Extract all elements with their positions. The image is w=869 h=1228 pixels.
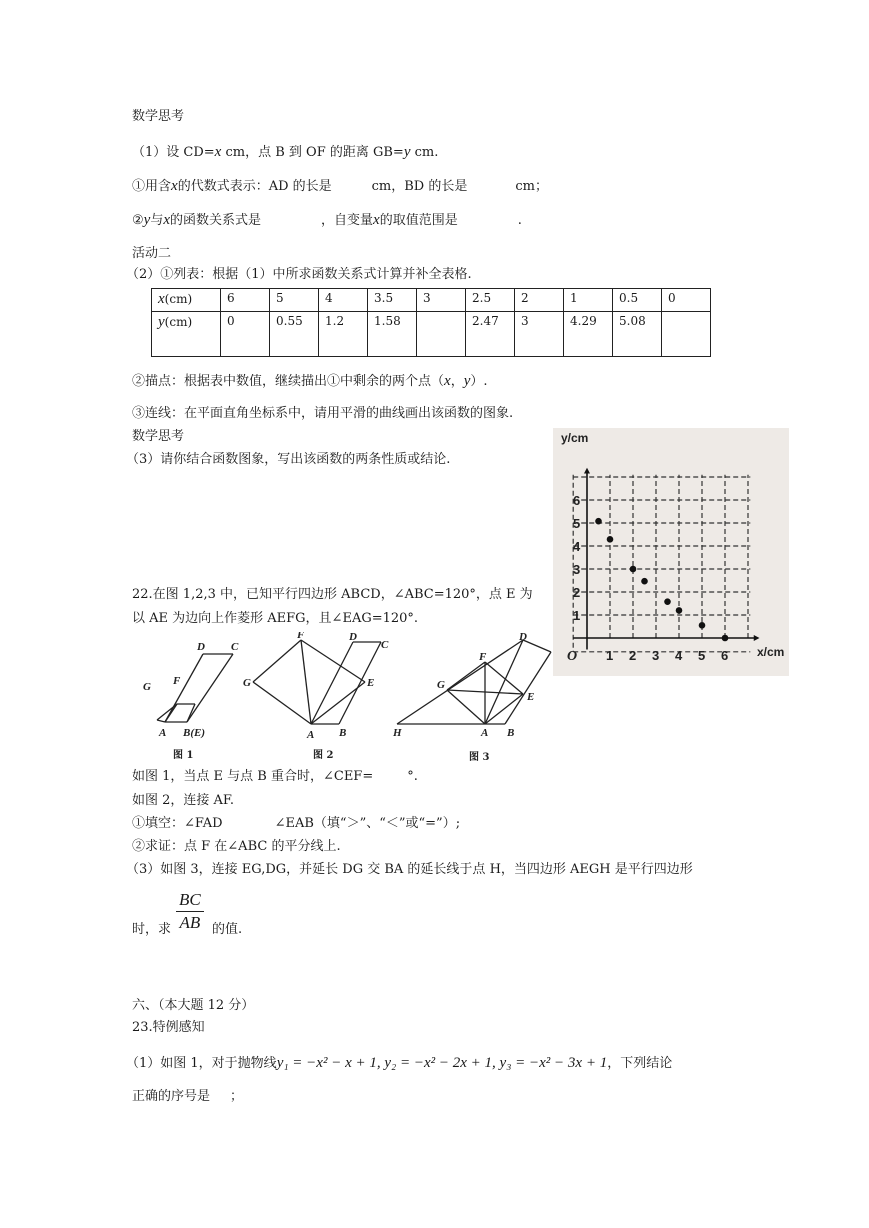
fig3-edge-ga bbox=[447, 690, 485, 724]
var-x: x bbox=[444, 373, 451, 389]
question-1-part-2 bbox=[132, 211, 522, 230]
data-point bbox=[664, 598, 671, 605]
question-23-part-1 bbox=[126, 1054, 672, 1073]
fig3-edge-bc bbox=[505, 652, 551, 724]
table-cell: 4.29 bbox=[564, 312, 613, 357]
var-y: y bbox=[463, 373, 471, 389]
fig3-label-d: D bbox=[519, 632, 527, 643]
fig1-label-f: F bbox=[173, 675, 181, 687]
table-cell: 3 bbox=[417, 289, 466, 312]
fig3-label-b: B bbox=[507, 727, 515, 739]
question-22-part-3: （3）如图 3，连接 EG,DG，并延长 DG 交 BA 的延长线于点 H，当四边形 AEGH 是平行四边形 bbox=[126, 862, 693, 877]
fig1-label-a: A bbox=[159, 727, 167, 739]
geometry-figures bbox=[135, 632, 555, 764]
question-2-part-2 bbox=[132, 372, 488, 391]
fig3-edge-gf bbox=[447, 662, 485, 690]
fraction-numerator: BC bbox=[176, 890, 204, 912]
table-cell: 2.47 bbox=[466, 312, 515, 357]
text: . bbox=[517, 213, 522, 228]
var-y: y bbox=[143, 212, 151, 228]
text: 的取值范围是 bbox=[379, 213, 458, 228]
y-tick-label: 6 bbox=[573, 493, 581, 508]
text: cm，点 B 到 OF 的距离 GB= bbox=[221, 145, 404, 160]
section-heading: 活动二 bbox=[132, 246, 172, 261]
text: ② bbox=[132, 213, 144, 228]
parabola-formulas: y₁ = −x² − x + 1, y₂ = −x² − 2x + 1, y₃ = −x² − 3x + 1 bbox=[276, 1055, 608, 1071]
section-heading: 数学思考 bbox=[132, 109, 185, 124]
fig1-edge-ad bbox=[165, 654, 203, 722]
fig2-edge-fe bbox=[301, 640, 365, 682]
fig2-label-c: C bbox=[381, 639, 389, 651]
y-tick-label: 2 bbox=[573, 585, 581, 600]
y-tick-label: 1 bbox=[573, 608, 581, 623]
text: cm，BD 的长是 bbox=[371, 179, 468, 194]
fig2-label-d: D bbox=[349, 632, 357, 643]
fig3-label-h: H bbox=[393, 727, 402, 739]
text: 如图 1，当点 E 与点 B 重合时，∠CEF= bbox=[132, 769, 374, 784]
x-tick-label: 4 bbox=[675, 648, 683, 663]
fig1-edge-ga bbox=[157, 720, 165, 722]
fig3-edge-dc bbox=[523, 640, 551, 652]
text: 的代数式表示：AD 的长是 bbox=[177, 179, 332, 194]
text: °. bbox=[407, 769, 418, 784]
table-cell: 2 bbox=[515, 289, 564, 312]
fig2-label-g: G bbox=[243, 677, 251, 689]
table-cell: 1.58 bbox=[368, 312, 417, 357]
table-cell-empty[interactable] bbox=[417, 312, 466, 357]
fig2-edge-fa bbox=[301, 640, 311, 724]
table-cell: 0 bbox=[221, 312, 270, 357]
table-row-y bbox=[152, 312, 711, 357]
question-22-ask-b: 的值. bbox=[212, 922, 243, 937]
data-point bbox=[630, 566, 637, 573]
x-axis-arrow bbox=[754, 635, 760, 641]
text: ①填空：∠FAD bbox=[132, 816, 223, 831]
question-2-part-3: ③连线：在平面直角坐标系中，请用平滑的曲线画出该函数的图象. bbox=[132, 406, 514, 421]
y-axis-arrow bbox=[584, 468, 590, 474]
text: 与 bbox=[150, 213, 164, 228]
y-tick-label: 4 bbox=[573, 539, 581, 554]
var-y: y bbox=[403, 144, 411, 160]
table-cell: 5.08 bbox=[613, 312, 662, 357]
data-point bbox=[607, 536, 614, 543]
text: ， bbox=[450, 374, 464, 389]
unit-label: (cm) bbox=[164, 315, 193, 329]
question-2: （2）①列表：根据（1）中所求函数关系式计算并补全表格. bbox=[126, 267, 472, 282]
x-tick-label: 2 bbox=[629, 648, 637, 663]
question-22-part-1 bbox=[132, 768, 418, 786]
question-22-line-2: 以 AE 为边向上作菱形 AEFG，且∠EAG=120°. bbox=[132, 611, 419, 626]
fig2-edge-ga bbox=[253, 682, 311, 724]
fraction-denominator: AB bbox=[179, 913, 201, 932]
x-tick-label: 5 bbox=[698, 648, 706, 663]
question-3: （3）请你结合函数图象，写出该函数的两条性质或结论. bbox=[126, 452, 451, 467]
question-22-line-1: 22.在图 1,2,3 中，已知平行四边形 ABCD，∠ABC=120°，点 E 为 bbox=[132, 587, 533, 602]
row-header bbox=[152, 289, 221, 312]
fig3-label-a: A bbox=[481, 727, 489, 739]
table-cell: 1.2 bbox=[319, 312, 368, 357]
text: ∠EAB（填“＞”、“＜”或“=”）; bbox=[274, 816, 461, 831]
text: 正确的序号是 bbox=[132, 1089, 211, 1104]
question-1-part-1 bbox=[132, 177, 548, 196]
row-header bbox=[152, 312, 221, 357]
x-tick-label: 1 bbox=[606, 648, 614, 663]
fraction-bc-ab bbox=[176, 890, 204, 933]
table-cell: 5 bbox=[270, 289, 319, 312]
fig2-edge-bc bbox=[339, 642, 381, 724]
table-cell: 0.5 bbox=[613, 289, 662, 312]
fig2-edge-gf bbox=[253, 640, 301, 682]
value-table bbox=[151, 288, 711, 357]
coordinate-grid-photo bbox=[553, 428, 789, 676]
x-tick-label: 3 bbox=[652, 648, 660, 663]
fig2-label-f: F bbox=[297, 632, 305, 641]
y-tick-label: 5 bbox=[573, 516, 581, 531]
table-cell: 6 bbox=[221, 289, 270, 312]
table-cell: 1 bbox=[564, 289, 613, 312]
text: ）. bbox=[470, 374, 488, 389]
section-heading: 六、（本大题 12 分） bbox=[132, 998, 255, 1013]
fig2-caption: 图 2 bbox=[313, 750, 334, 761]
fig1-label-g: G bbox=[143, 681, 151, 693]
x-tick-label: 6 bbox=[721, 648, 729, 663]
text: ，下列结论 bbox=[607, 1056, 673, 1071]
origin-label: O bbox=[567, 649, 578, 664]
fig2-label-e: E bbox=[367, 677, 375, 689]
fig1-label-c: C bbox=[231, 641, 239, 653]
fig3-caption: 图 3 bbox=[469, 752, 490, 763]
table-cell-empty[interactable] bbox=[662, 312, 711, 357]
table-cell: 3 bbox=[515, 312, 564, 357]
text: 的函数关系式是 bbox=[170, 213, 262, 228]
fig2-label-a: A bbox=[307, 729, 315, 741]
unit-label: (cm) bbox=[164, 292, 193, 306]
table-cell: 3.5 bbox=[368, 289, 417, 312]
text: ，自变量 bbox=[321, 213, 374, 228]
text: ； bbox=[230, 1089, 244, 1104]
question-22-ask-a: 时，求 bbox=[132, 922, 172, 937]
var-x: x bbox=[214, 144, 222, 160]
question-22-fill bbox=[132, 815, 460, 833]
scatter-chart bbox=[553, 428, 789, 676]
text: ②描点：根据表中数值，继续描出①中剩余的两个点（ bbox=[132, 374, 445, 389]
question-22-prove: ②求证：点 F 在∠ABC 的平分线上. bbox=[132, 839, 341, 854]
table-cell: 2.5 bbox=[466, 289, 515, 312]
fig1-caption: 图 1 bbox=[173, 750, 194, 761]
fig3-label-g: G bbox=[437, 679, 445, 691]
table-cell: 4 bbox=[319, 289, 368, 312]
text: ①用含 bbox=[132, 179, 172, 194]
fig3-edge-fe bbox=[485, 662, 523, 694]
table-cell: 0 bbox=[662, 289, 711, 312]
data-point bbox=[676, 607, 683, 614]
fig1-edge-bc bbox=[187, 654, 233, 722]
var-x: x bbox=[163, 212, 171, 228]
question-23-title: 23.特例感知 bbox=[132, 1020, 205, 1035]
data-point bbox=[595, 518, 602, 525]
section-heading: 数学思考 bbox=[132, 429, 185, 444]
x-axis-label: x/cm bbox=[757, 645, 785, 659]
table-row-x bbox=[152, 289, 711, 312]
question-22-part-2: 如图 2，连接 AF. bbox=[132, 793, 235, 808]
fig3-edge-ae bbox=[485, 694, 523, 724]
data-point bbox=[722, 635, 729, 642]
var-x: x bbox=[373, 212, 380, 228]
fig3-label-f: F bbox=[479, 651, 487, 663]
text: （1）如图 1，对于抛物线 bbox=[126, 1056, 277, 1071]
y-axis-label: y/cm bbox=[561, 431, 589, 445]
fig1-label-d: D bbox=[197, 641, 205, 653]
y-tick-label: 3 bbox=[573, 562, 581, 577]
var-x: x bbox=[171, 178, 178, 194]
fig1-label-be: B(E) bbox=[183, 727, 205, 739]
data-point bbox=[641, 578, 648, 585]
fig3-label-e: E bbox=[527, 691, 535, 703]
data-point bbox=[699, 622, 706, 629]
var-y: y bbox=[158, 314, 165, 330]
text: （1）设 CD= bbox=[132, 145, 215, 160]
text: cm； bbox=[515, 179, 548, 194]
var-x: x bbox=[158, 291, 165, 307]
table-cell: 0.55 bbox=[270, 312, 319, 357]
question-23-answer bbox=[132, 1088, 243, 1106]
question-1-setup bbox=[132, 143, 438, 162]
text: cm. bbox=[410, 145, 439, 160]
fig2-label-b: B bbox=[339, 727, 347, 739]
fig2-edge-ad bbox=[311, 642, 353, 724]
